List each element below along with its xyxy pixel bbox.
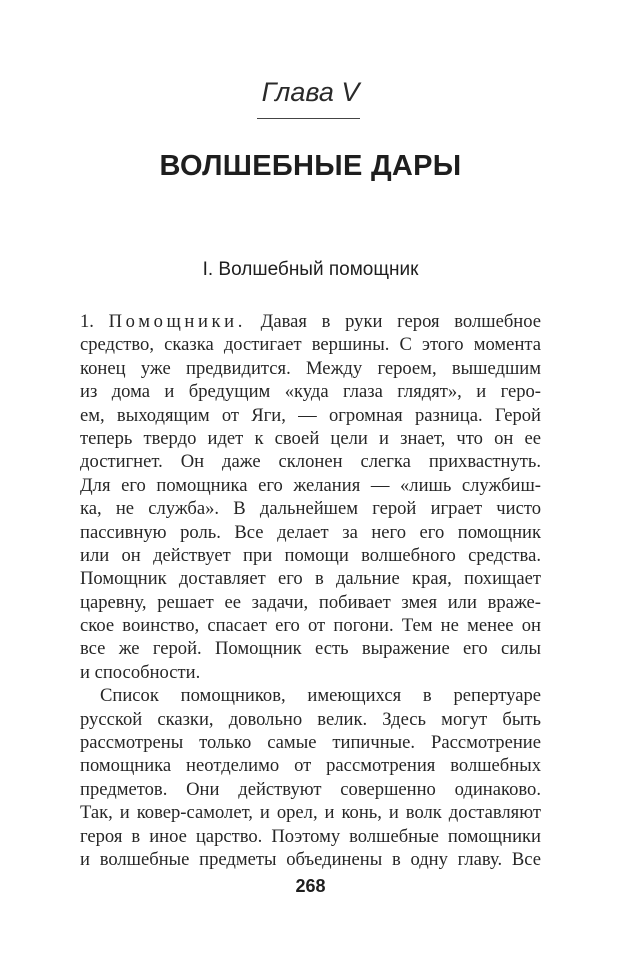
- paragraph-1-line: Для его помощника его желания — «лишь службиш-: [80, 474, 541, 496]
- paragraph-1-last-line: и способности.: [80, 661, 201, 683]
- paragraph-1-line: все же герой. Помощник есть выражение его силы: [80, 638, 541, 660]
- paragraph-number: 1.: [80, 311, 109, 332]
- spaced-term: Помощники.: [108, 311, 246, 332]
- chapter-underline: [257, 118, 360, 119]
- paragraph-1-line: средство, сказка достигает вершины. С этого момента: [80, 334, 541, 356]
- paragraph-1-line: пассивную роль. Все делает за него его помощник: [80, 521, 541, 543]
- chapter-title: ВОЛШЕБНЫЕ ДАРЫ: [159, 150, 462, 182]
- paragraph-2-line: рассмотрены только самые типичные. Рассмотрение: [80, 732, 541, 754]
- paragraph-2-line: Так, и ковер-самолет, и орел, и конь, и волк доставляют: [80, 802, 541, 824]
- body-text: [80, 310, 541, 871]
- page-number: 268: [295, 876, 326, 896]
- paragraph-1-line: ем, выходящим от Яги, — огромная разница. Герой: [80, 404, 541, 426]
- paragraph-1-line: или он действует при помощи волшебного средства.: [80, 544, 541, 566]
- paragraph-2-line: героя в иное царство. Поэтому волшебные помощники: [80, 825, 541, 847]
- paragraph-1-line: Помощник доставляет его в дальние края, похищает: [80, 568, 541, 590]
- paragraph-2-line: и волшебные предметы объединены в одну главу. Все: [80, 848, 541, 870]
- paragraph-1-line: ское воинство, спасает его от погони. Тем не менее он: [80, 615, 541, 637]
- paragraph-2-line: предметов. Они действуют совершенно одинаково.: [80, 778, 541, 800]
- paragraph-2-line: помощника неотделимо от рассмотрения волшебных: [80, 755, 541, 777]
- paragraph-1-line: достигнет. Он даже склонен слегка прихвастнуть.: [80, 451, 541, 473]
- paragraph-1-line: конец уже предвидится. Между героем, вышедшим: [80, 357, 541, 379]
- line-text: Давая в руки героя волшебное: [245, 311, 542, 332]
- paragraph-1-line: ка, не служба». В дальнейшем герой играет чисто: [80, 498, 541, 520]
- section-title: I. Волшебный помощник: [202, 259, 419, 280]
- paragraph-1-line: [80, 310, 541, 333]
- paragraph-2-first-line: Список помощников, имеющихся в репертуаре: [100, 685, 541, 707]
- paragraph-1-line: царевну, решает ее задачи, побивает змея или враже-: [80, 591, 541, 613]
- paragraph-2-line: русской сказки, довольно велик. Здесь могут быть: [80, 708, 541, 730]
- paragraph-1-line: теперь твердо идет к своей цели и знает, что он ее: [80, 427, 541, 449]
- paragraph-1-line: из дома и бредущим «куда глаза глядят», и геро-: [80, 381, 541, 403]
- chapter-label: Глава V: [261, 77, 360, 107]
